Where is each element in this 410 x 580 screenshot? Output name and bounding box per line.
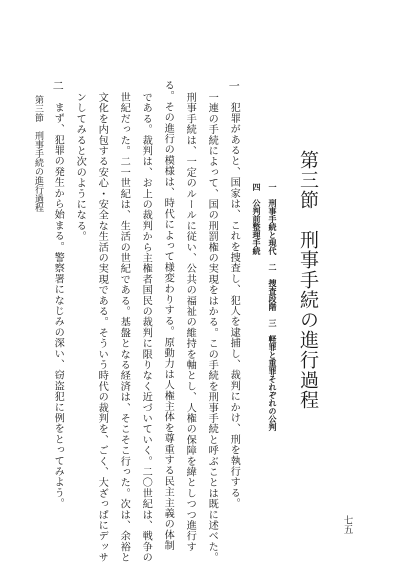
page-number: 七五 — [341, 515, 353, 534]
paragraph-1-line-2: 一連の手続によって、国の刑罰権の実現をはかる。この手続を刑事手続と呼ぶことは既に述べた。 — [206, 92, 218, 563]
section-mark-2: 二 — [51, 80, 65, 92]
paragraph-1-line-4: る。その進行の模様は、時代によって様変わりする。原動力は人権主体を尊重する民主主義の体制 — [162, 80, 174, 551]
paragraph-1-line-7: 文化を内包する安心・安全な生活の実現である。そういう時代の裁判を、ごく、大ざっぱにデッサ — [96, 92, 108, 563]
paragraph-1-line-1 — [228, 80, 239, 509]
paragraph-1-line-6: 世紀だった。二一世紀は、生活の世紀である。基盤となる経済は、そこそこ行った。次は、余裕と — [118, 92, 130, 563]
paragraph-1-line-1-text: 犯罪があると、国家は、これを捜査し、犯人を逮捕し、裁判にかけ、刑を執行する。 — [228, 102, 240, 509]
running-header: 第三節 刑事手続の進行過程 — [33, 95, 43, 212]
section-contents-line-2: 四 公判前整理手続 — [252, 183, 261, 255]
section-mark-1: 一 — [227, 80, 241, 92]
paragraph-1-line-8: ンしてみると次のようになる。 — [74, 92, 86, 242]
section-title: 第三節 刑事手続の進行過程 — [297, 150, 319, 410]
paragraph-1-line-3: 刑事手続は、一定のルールに従い、公共の福祉の維持を軸とし、人権の保障を緯としつつ進行す — [184, 92, 196, 553]
paragraph-2-line-1 — [52, 80, 63, 509]
section-contents-line-1: 一 刑事手続と現代 二 捜査段階 三 軽罪と重罪それぞれの公判 — [268, 183, 277, 431]
paragraph-2-line-1-text: まず、犯罪の発生から始まる。警察署になじみの深い、窃盗犯に例をとってみよう。 — [52, 102, 64, 509]
paragraph-1-line-5: である。裁判は、お上の裁判から主権者国民の裁判に限りなく近づいていく。二〇世紀は、戦争の — [140, 92, 152, 563]
